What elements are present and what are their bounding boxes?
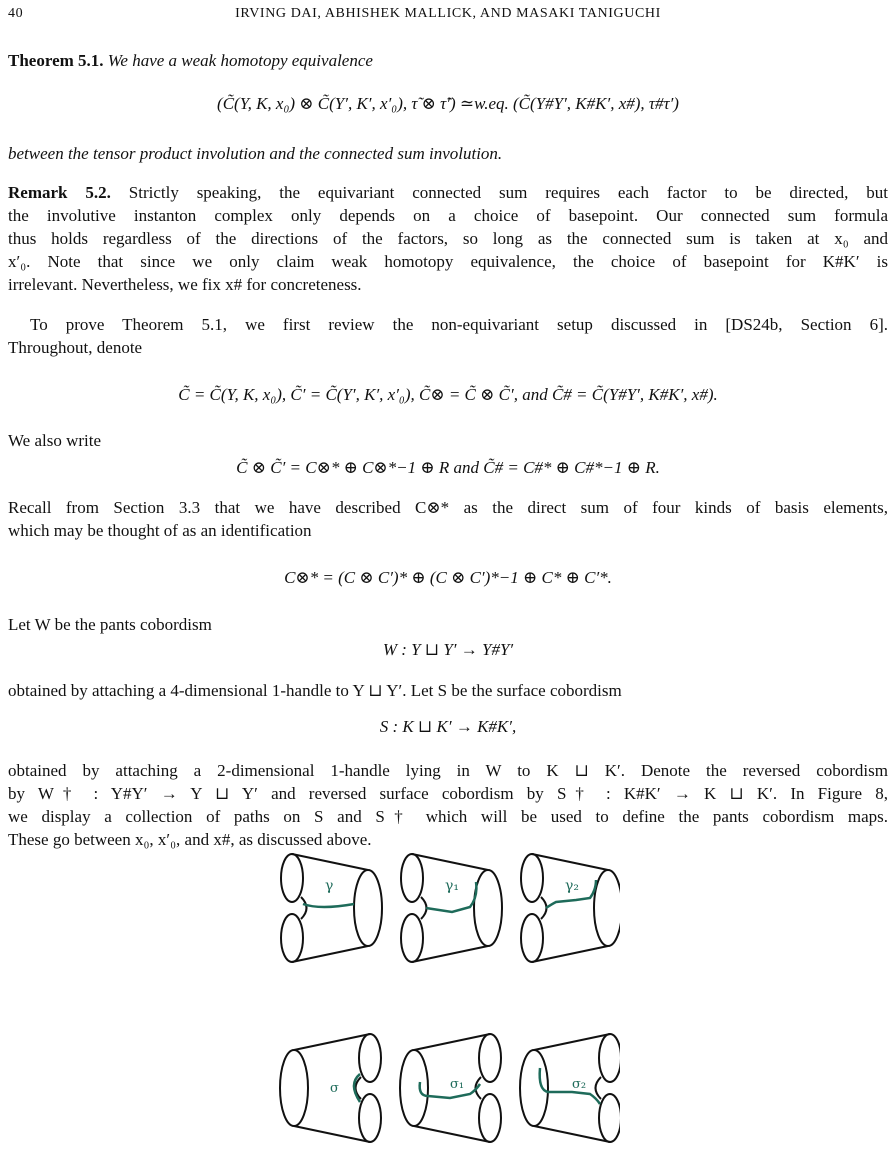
- pants-sigma-2: [520, 1034, 620, 1142]
- theorem-text: We have a weak homotopy equivalence: [107, 51, 373, 70]
- remark-line-3: thus holds regardless of the directions of the factors, so long as the connected sum is taken at x₀ and: [8, 229, 888, 248]
- we-also-write: We also write: [8, 431, 102, 450]
- equation-identification: C⊗* = (C ⊗ C′)* ⊕ (C ⊗ C′)*−1 ⊕ C* ⊕ C′*.: [284, 568, 612, 587]
- let-w-line: Let W be the pants cobordism: [8, 615, 212, 634]
- sigma2-label: σ₂: [572, 1077, 587, 1092]
- equation-pants-cobordism: W : Y ⊔ Y′ → Y#Y′: [382, 640, 514, 659]
- pants-sigma-1: [400, 1034, 501, 1142]
- equation-definitions: C̃ = C̃(Y, K, x₀), C̃′ = C̃(Y′, K′, x′₀), C̃⊗ = C̃ ⊗ C̃′, and C̃# = C̃(Y#Y′, K#K′, x#).: [178, 385, 718, 404]
- remark-line-5: irrelevant. Nevertheless, we fix x# for concreteness.: [8, 275, 362, 294]
- pants-gamma: [281, 854, 382, 962]
- pants-gamma-2: [521, 854, 620, 962]
- theorem-label: Theorem 5.1.: [8, 51, 104, 70]
- para3-line-1: obtained by attaching a 2-dimensional 1-handle lying in W to K ⊔ K′. Denote the reversed cobordism: [8, 761, 888, 780]
- sigma1-label: σ₁: [450, 1077, 465, 1092]
- page-number: 40: [8, 6, 24, 21]
- para2-line-1: Recall from Section 3.3 that we have described C⊗* as the direct sum of four kinds of basis elements,: [8, 498, 888, 517]
- gamma-label: γ: [325, 878, 334, 894]
- running-title: IRVING DAI, ABHISHEK MALLICK, AND MASAKI TANIGUCHI: [235, 6, 661, 21]
- remark-line-2: the involutive instanton complex only depends on a choice of basepoint. Our connected sum formula: [8, 206, 888, 225]
- para3-line-4: These go between x₀, x′₀, and x#, as discussed above.: [8, 830, 372, 849]
- pants-cobordism-figure: [270, 852, 620, 1162]
- remark-line-4: x′₀. Note that since we only claim weak homotopy equivalence, the choice of basepoint for K#K′ is: [8, 252, 888, 271]
- remark-line-1: Remark 5.2. Strictly speaking, the equivariant connected sum requires each factor to be directed, but: [8, 183, 889, 202]
- sigma-label: σ: [330, 1081, 339, 1096]
- para3-line-2: by W† : Y#Y′ → Y ⊔ Y′ and reversed surface cobordism by S† : K#K′ → K ⊔ K′. In Figure 8,: [8, 784, 888, 803]
- theorem-statement: [8, 50, 888, 72]
- para1-line-2: Throughout, denote: [8, 338, 143, 357]
- pants-gamma-1: [401, 854, 502, 962]
- equation-surface-cobordism: S : K ⊔ K′ → K#K′,: [379, 717, 517, 736]
- theorem-display-equation: (C̃(Y, K, x₀) ⊗ C̃(Y′, K′, x′₀), τ̃ ⊗ τ̃′) ≃w.eq. (C̃(Y#Y′, K#K′, x#), τ#τ′): [217, 94, 679, 113]
- gamma2-label: γ₂: [565, 878, 579, 894]
- obtained-line-1: obtained by attaching a 4-dimensional 1-handle to Y ⊔ Y′. Let S be the surface cobordism: [8, 681, 622, 700]
- para2-line-2: which may be thought of as an identification: [8, 521, 312, 540]
- remark-label: Remark 5.2.: [8, 183, 111, 202]
- equation-decomposition: C̃ ⊗ C̃′ = C⊗* ⊕ C⊗*−1 ⊕ R and C̃# = C#* ⊕ C#*−1 ⊕ R.: [236, 458, 660, 477]
- gamma1-label: γ₁: [445, 878, 459, 894]
- para3-line-3: we display a collection of paths on S and S† which will be used to define the pants cobordism maps.: [8, 807, 888, 826]
- theorem-conclusion: between the tensor product involution and the connected sum involution.: [8, 144, 503, 163]
- pants-sigma: [280, 1034, 381, 1142]
- para1-line-1: To prove Theorem 5.1, we first review the non-equivariant setup discussed in [DS24b, Section 6].: [30, 315, 888, 334]
